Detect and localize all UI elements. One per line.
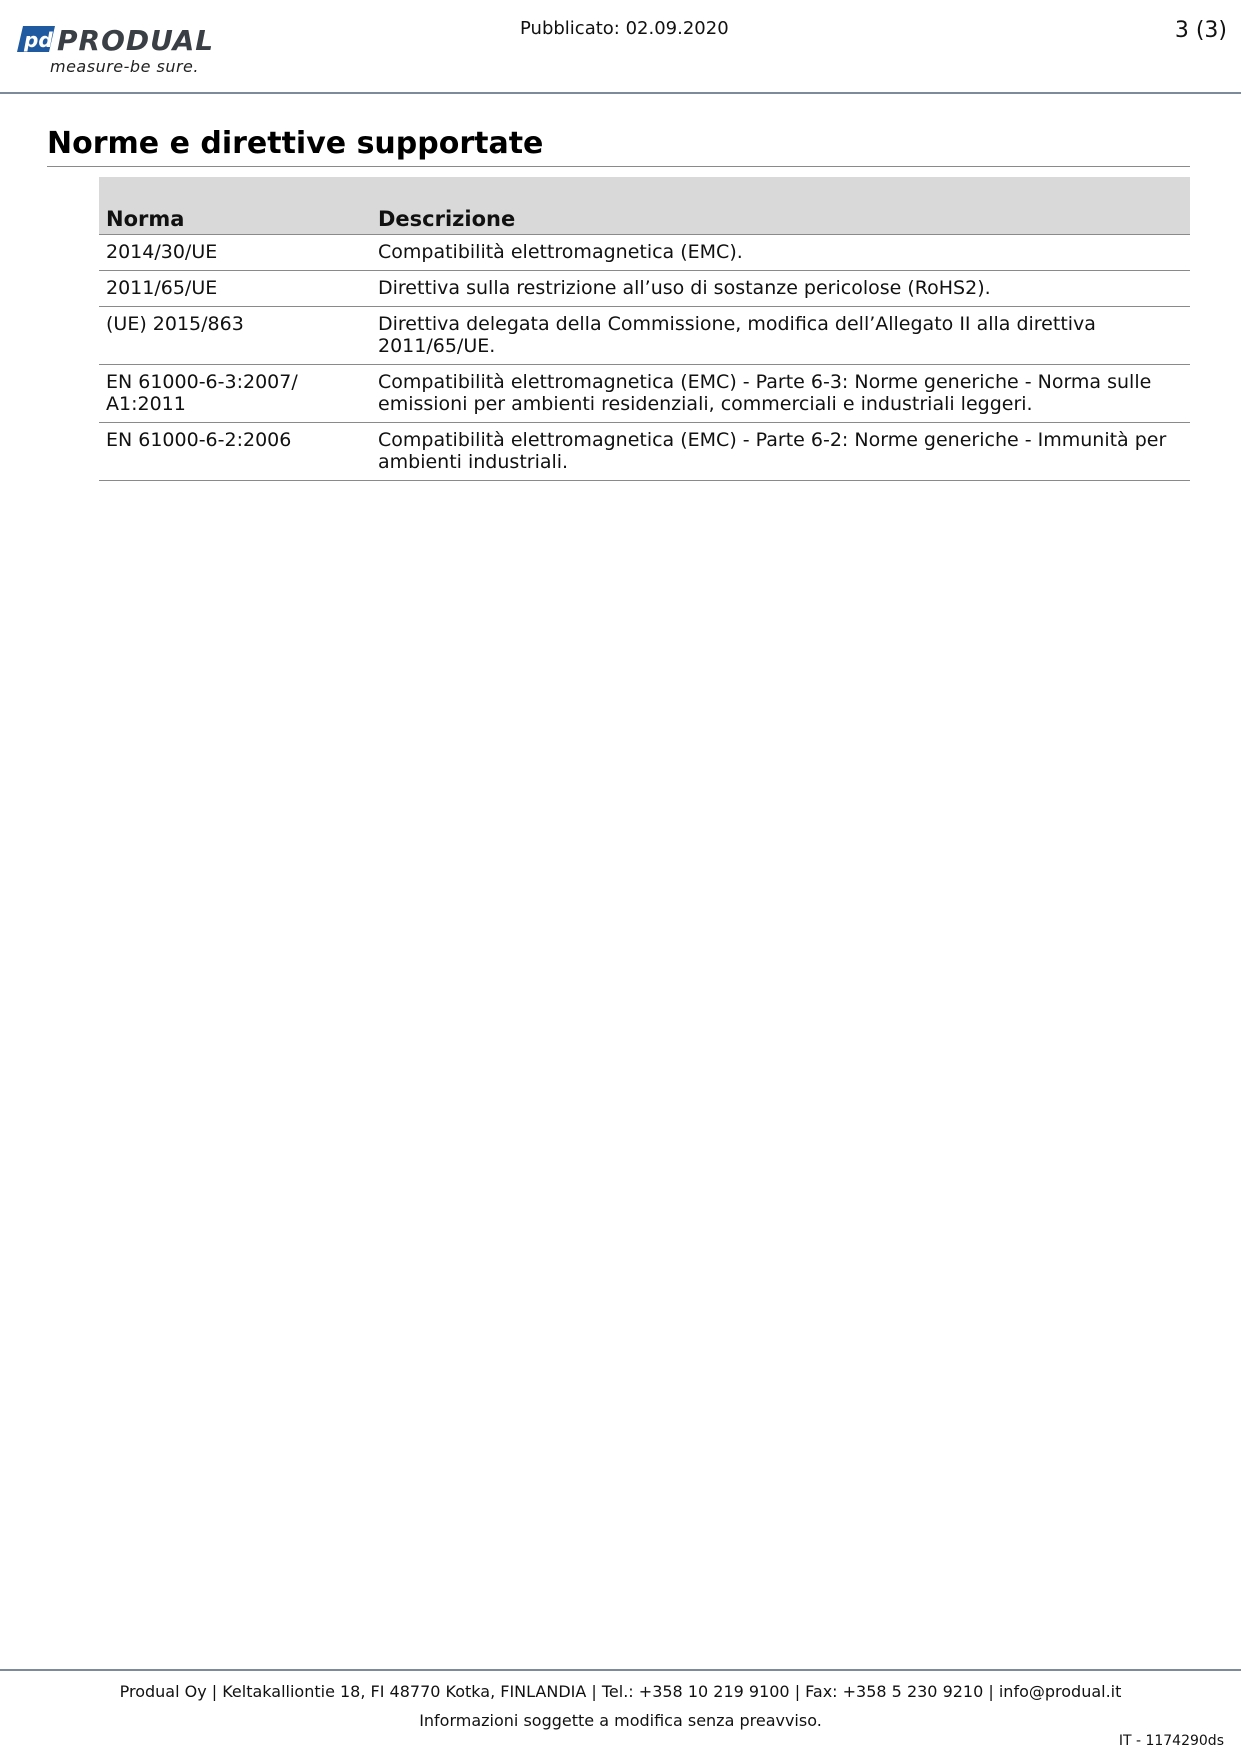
norm-cell: (UE) 2015/863	[99, 307, 371, 365]
page-number: 3 (3)	[1174, 18, 1227, 43]
logo-tagline: measure-be sure.	[50, 57, 199, 76]
footer-divider	[0, 1669, 1241, 1671]
produal-logo-graphic	[17, 20, 232, 76]
column-header-norm: Norma	[99, 177, 371, 235]
produal-logo	[17, 20, 232, 76]
table-header-row	[99, 177, 1190, 235]
norm-cell: EN 61000-6-2:2006	[99, 423, 371, 481]
page-header	[0, 0, 1241, 94]
description-cell: Direttiva sulla restrizione all’uso di sostanze pericolose (RoHS2).	[371, 271, 1190, 307]
pd-mark-icon	[17, 26, 55, 52]
description-cell: Compatibilità elettromagnetica (EMC) - Parte 6-2: Norme generiche - Immunità per ambienti industriali.	[371, 423, 1190, 481]
description-cell: Direttiva delegata della Commissione, modifica dell’Allegato II alla direttiva 2011/65/UE.	[371, 307, 1190, 365]
table-row	[99, 423, 1190, 481]
svg-text:pd: pd	[24, 28, 53, 52]
norm-cell: 2014/30/UE	[99, 235, 371, 271]
section-title: Norme e direttive supportate	[47, 126, 544, 161]
title-divider	[47, 166, 1190, 167]
footer-disclaimer: Informazioni soggette a modifica senza preavviso.	[419, 1711, 822, 1730]
table-row	[99, 365, 1190, 423]
table-row	[99, 235, 1190, 271]
logo-wordmark: PRODUAL	[57, 24, 215, 57]
document-code: IT - 1174290ds	[1118, 1733, 1224, 1749]
description-cell: Compatibilità elettromagnetica (EMC) - Parte 6-3: Norme generiche - Norma sulle emissioni per ambienti residenziali, commerciali e industriali leggeri.	[371, 365, 1190, 423]
footer-contact: Produal Oy | Keltakalliontie 18, FI 48770 Kotka, FINLANDIA | Tel.: +358 10 219 9100 | Fax: +358 5 230 9210 | info@produal.it	[119, 1682, 1122, 1701]
norms-table	[99, 177, 1190, 481]
published-date: Pubblicato: 02.09.2020	[520, 18, 729, 39]
norm-cell: EN 61000-6-3:2007/ A1:2011	[99, 365, 371, 423]
table-row	[99, 271, 1190, 307]
table-row	[99, 307, 1190, 365]
norm-cell: 2011/65/UE	[99, 271, 371, 307]
description-cell: Compatibilità elettromagnetica (EMC).	[371, 235, 1190, 271]
column-header-description: Descrizione	[371, 177, 1190, 235]
